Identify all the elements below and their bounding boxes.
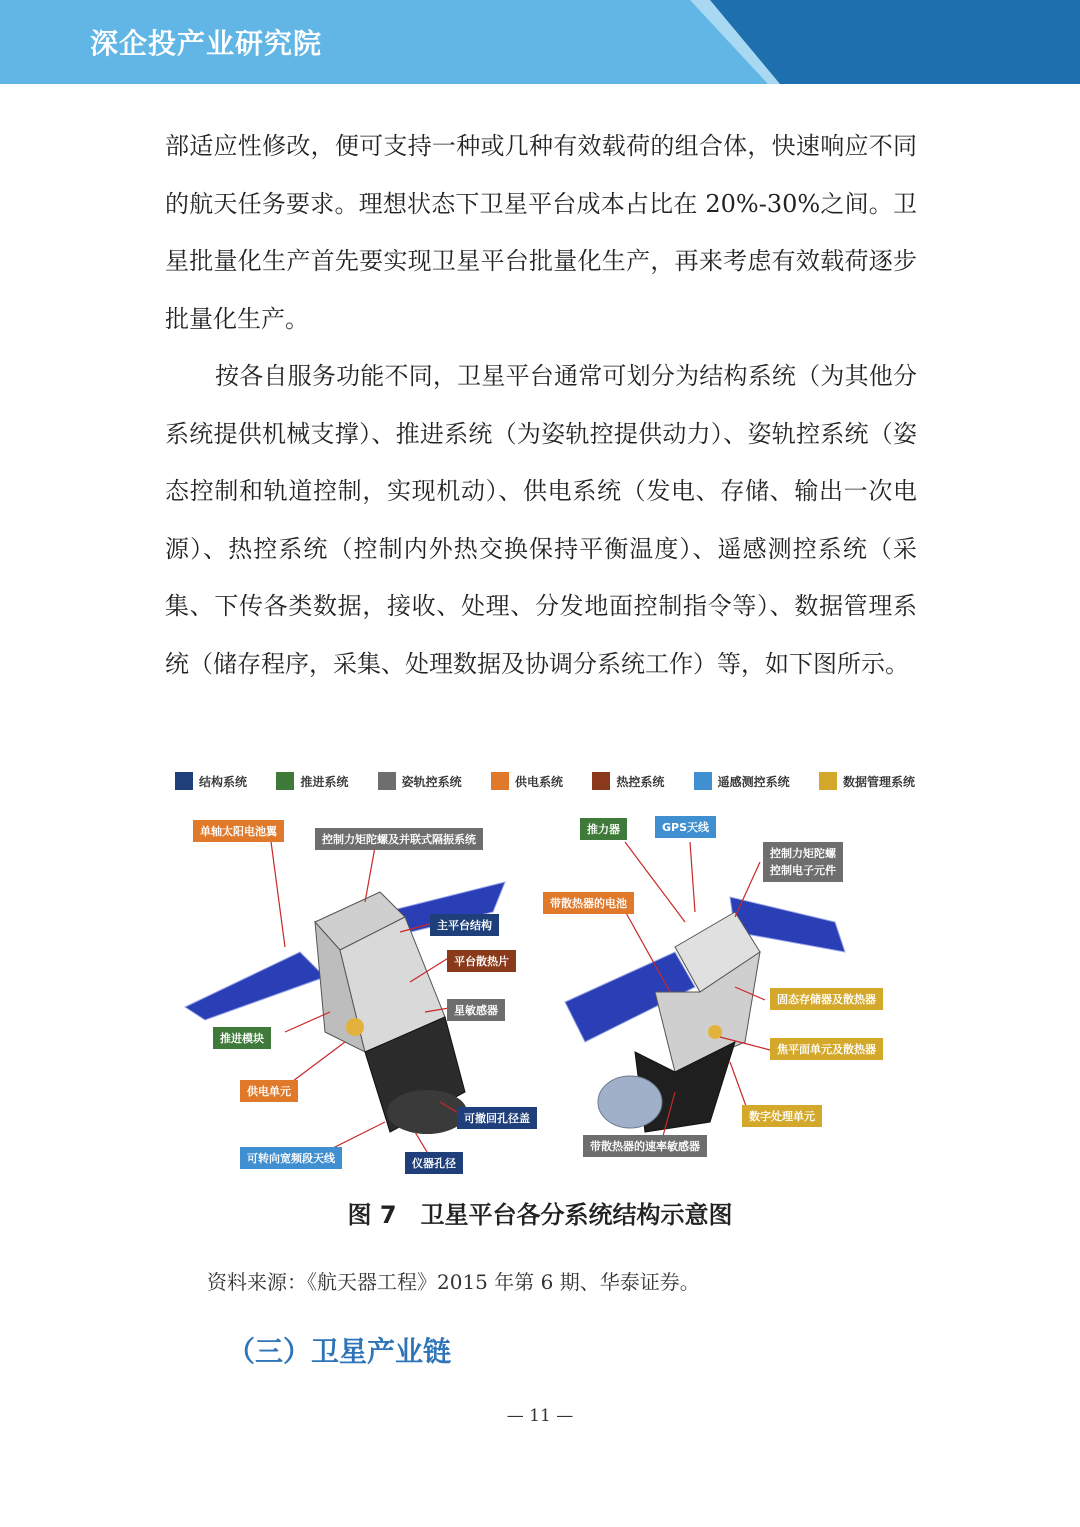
institute-title: 深企投产业研究院 <box>90 27 323 60</box>
label-propulsion-module: 推进模块 <box>213 1027 271 1049</box>
legend-swatch <box>592 772 610 790</box>
legend-swatch <box>819 772 837 790</box>
figure-caption: 图 7 卫星平台各分系统结构示意图 <box>347 1201 733 1229</box>
legend-label: 遥感测控系统 <box>717 774 790 789</box>
left-aperture <box>387 1090 467 1134</box>
label-gps-antenna: GPS天线 <box>655 816 716 838</box>
legend-swatch <box>378 772 396 790</box>
label-cmg-isolation: 控制力矩陀螺及并联式隔振系统 <box>315 828 483 850</box>
legend-item <box>694 772 790 790</box>
left-thruster <box>346 1018 364 1036</box>
header-banner <box>0 0 1080 84</box>
legend-swatch <box>491 772 509 790</box>
label-cmg: 控制力矩陀螺 <box>770 847 836 860</box>
legend-swatch <box>175 772 193 790</box>
left-solar-panel-1 <box>185 952 325 1020</box>
legend-label: 热控系统 <box>616 774 665 789</box>
paragraph-2: 按各自服务功能不同，卫星平台通常可划分为结构系统（为其他分系统提供机械支撑）、推进系统（为姿轨控提供动力）、姿轨控系统（姿态控制和轨道控制，实现机动）、供电系统（发电、存储、输出一次电源）、热控系统（控制内外热交换保持平衡温度）、遥感测控系统（采集、下传各类数据，接收、处理、分发地面控制指令等）、数据管理系统（储存程序，采集、处理数据及协调分系统工作）等，如下图所示。 <box>165 362 917 678</box>
legend-label: 推进系统 <box>300 774 349 789</box>
right-thruster <box>708 1025 722 1039</box>
page-number: — 11 — <box>506 1406 574 1426</box>
satellite-figure <box>175 762 915 1182</box>
label-rate-sensor: 带散热器的速率敏感器 <box>583 1135 707 1157</box>
label-cmg-electronics <box>763 842 843 882</box>
legend-item <box>378 772 462 790</box>
legend-label: 数据管理系统 <box>842 774 915 789</box>
section-heading: （三）卫星产业链 <box>227 1335 452 1368</box>
label-battery-radiator: 带散热器的电池 <box>543 892 634 914</box>
legend-label: 姿轨控系统 <box>401 774 462 789</box>
label-digital-processing: 数字处理单元 <box>742 1105 822 1127</box>
label-aperture-cover: 可撤回孔径盖 <box>457 1107 537 1129</box>
label-platform-radiator: 平台散热片 <box>447 950 516 972</box>
label-solar-wing: 单轴太阳电池翼 <box>193 820 284 842</box>
source-note: 资料来源：《航天器工程》2015 年第 6 期、华泰证券。 <box>207 1270 700 1294</box>
legend-item <box>491 772 563 790</box>
legend-item <box>592 772 664 790</box>
label-control-electronics: 控制电子元件 <box>770 864 836 877</box>
label-instrument-aperture: 仪器孔径 <box>405 1152 463 1174</box>
label-focal-plane-unit: 焦平面单元及散热器 <box>770 1038 883 1060</box>
legend-label: 结构系统 <box>199 774 248 789</box>
label-steerable-antenna: 可转向宽频段天线 <box>240 1147 342 1169</box>
paragraph-1: 部适应性修改，便可支持一种或几种有效载荷的组合体，快速响应不同的航天任务要求。理想状态下卫星平台成本占比在 20%-30%之间。卫星批量化生产首先要实现卫星平台批量化生产，再来考虑有效载荷逐步批量化生产。 <box>165 132 917 333</box>
legend-item <box>175 772 247 790</box>
label-main-structure: 主平台结构 <box>430 914 499 936</box>
legend-label: 供电系统 <box>514 774 563 789</box>
label-solid-state-storage: 固态存储器及散热器 <box>770 988 883 1010</box>
right-radiator-dish <box>598 1076 662 1128</box>
legend-item <box>276 772 348 790</box>
legend-swatch <box>694 772 712 790</box>
label-star-sensor: 星敏感器 <box>447 999 505 1021</box>
label-power-unit: 供电单元 <box>240 1080 298 1102</box>
label-thruster: 推力器 <box>580 818 627 840</box>
figure-legend <box>175 770 915 792</box>
legend-swatch <box>276 772 294 790</box>
legend-item <box>819 772 915 790</box>
